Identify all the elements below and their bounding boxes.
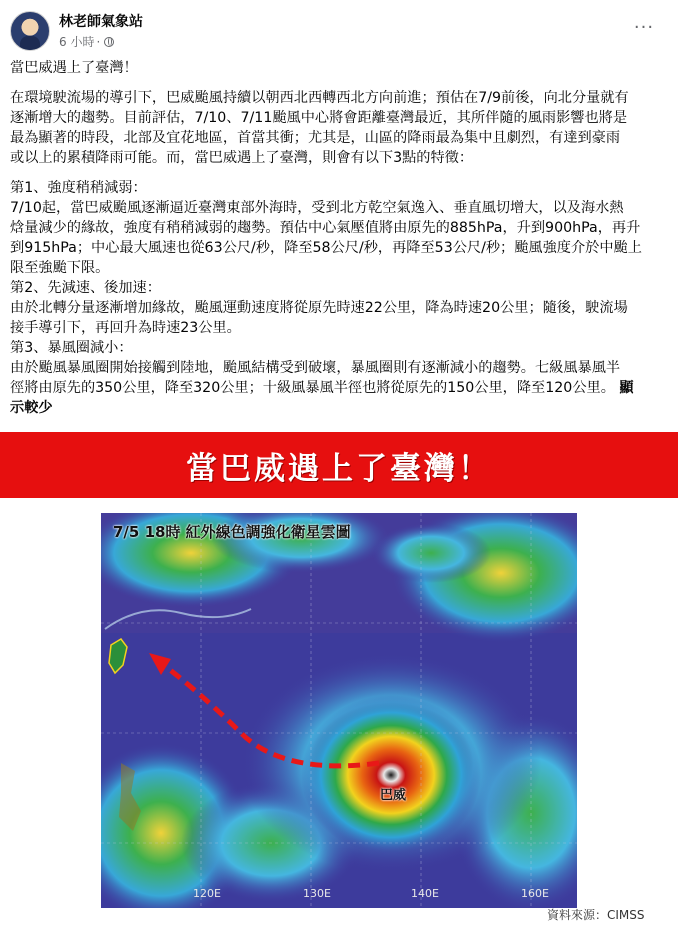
satellite-image	[101, 513, 577, 908]
author-avatar[interactable]	[10, 11, 50, 51]
meta-separator: ·	[96, 34, 101, 49]
image-banner	[0, 432, 678, 498]
intro-line: 逐漸增大的趨勢。目前評估，7/10、7/11颱風中心將會距離臺灣最近，其所伴隨的風雨影響也將是	[10, 110, 628, 126]
satellite-cloud-map	[101, 513, 577, 908]
point2-line: 接手導引下，再回升為時速23公里。	[10, 320, 241, 336]
point3-line	[10, 378, 670, 398]
typhoon-label: 巴威	[380, 788, 407, 803]
longitude-label: 140E	[411, 887, 439, 900]
post-time[interactable]: 6 小時	[59, 35, 95, 49]
point2-line: 由於北轉分量逐漸增加緣故，颱風運動速度將從原先時速22公里，降為時速20公里；隨後，駛流場	[10, 300, 628, 316]
intro-line: 最為顯著的時段，北部及宜花地區，首當其衝；尤其是，山區的降雨最為集中且劇烈，有達到豪雨	[10, 130, 621, 146]
more-options-button[interactable]: ···	[633, 17, 655, 38]
point3-line: 由於颱風暴風圈開始接觸到陸地，颱風結構受到破壞，暴風圈則有逐漸減小的趨勢。七級風暴風半	[10, 360, 621, 376]
satellite-title: 7/5 18時 紅外線色調強化衛星雲圖	[113, 523, 351, 541]
post-header	[0, 0, 678, 56]
globe-icon	[104, 37, 114, 47]
see-less-link[interactable]: 示較少	[10, 400, 53, 416]
post-body	[10, 58, 670, 428]
intro-paragraph	[10, 88, 670, 168]
intro-line: 或以上的累積降雨可能。而，當巴威遇上了臺灣，則會有以下3點的特徵：	[10, 150, 474, 166]
longitude-label: 120E	[193, 887, 221, 900]
see-less-link-part[interactable]: 顯	[619, 380, 634, 396]
longitude-label: 160E	[521, 887, 549, 900]
point2-title: 第2、先減速、後加速：	[10, 280, 161, 296]
author-name[interactable]: 林老師氣象站	[59, 14, 143, 30]
post-meta	[59, 33, 114, 50]
point3-title: 第3、暴風圈減小：	[10, 340, 133, 356]
intro-line: 在環境駛流場的導引下，巴威颱風持續以朝西北西轉西北方向前進；預估在7/9前後，向北分量就有	[10, 90, 629, 106]
point1-line: 限至強颱下限。	[10, 260, 110, 276]
banner-text: 當巴威遇上了臺灣！	[186, 450, 492, 487]
post-image[interactable]	[0, 432, 678, 929]
longitude-label: 130E	[303, 887, 331, 900]
point1-title: 第1、強度稍稍減弱：	[10, 180, 147, 196]
point1-line: 焓量減少的緣故，強度有稍稍減弱的趨勢。預估中心氣壓值將由原先的885hPa，升到900hPa，再升	[10, 220, 641, 236]
image-source: 資料來源：CIMSS	[547, 908, 645, 922]
points-paragraph	[10, 178, 670, 418]
point1-line: 7/10起，當巴威颱風逐漸逼近臺灣東部外海時，受到北方乾空氣逸入、垂直風切增大，以及海水熱	[10, 200, 624, 216]
post-headline: 當巴威遇上了臺灣！	[10, 60, 138, 76]
point3-line-text: 徑將由原先的350公里，降至320公里；十級風暴風半徑也將從原先的150公里，降至120公里。	[10, 380, 615, 396]
point1-line: 到915hPa；中心最大風速也從63公尺/秒，降至58公尺/秒，再降至53公尺/秒；颱風強度介於中颱上	[10, 240, 642, 256]
